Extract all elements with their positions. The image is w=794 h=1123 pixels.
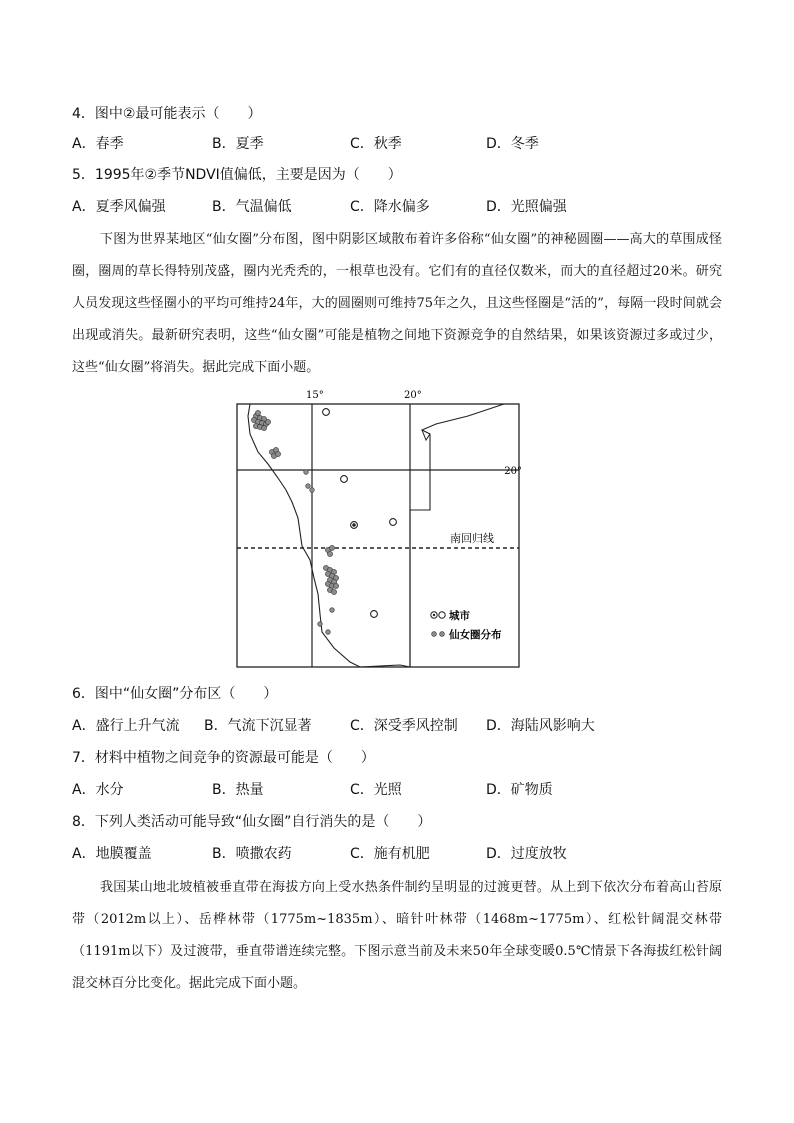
q5-option-c[interactable]: C．降水偏多	[350, 199, 430, 215]
q6-option-b[interactable]: B．气流下沉显著	[204, 718, 312, 734]
q6-option-a[interactable]: A．盛行上升气流	[72, 718, 180, 734]
q7-option-b[interactable]: B．热量	[212, 782, 264, 798]
q5-option-b[interactable]: B．气温偏低	[212, 199, 292, 215]
lon-label-20: 20°	[404, 390, 422, 401]
lon-label-15: 15°	[306, 390, 324, 401]
question-5-stem: 5．1995年②季节NDVI值偏低，主要是因为（ ）	[72, 167, 402, 183]
legend-city-label: 城市	[449, 610, 470, 622]
lat-label-20: 20°	[504, 466, 522, 477]
q7-option-c[interactable]: C．光照	[350, 782, 402, 798]
q4-option-d[interactable]: D．冬季	[486, 136, 539, 152]
passage-2-text: 我国某山地北坡植被垂直带在海拔方向上受水热条件制约呈明显的过渡更替。从上到下依次分布着高山苔原带（2012m以上）、岳桦林带（1775m~1835m）、暗针叶林带（1468m~1775m）、红松针阔混交林带（1191m以下）及过渡带，垂直带谱连续完整。下图示意当前及未来50年全球变暖0.5℃情景下各海拔红松针阔混交林百分比变化。据此完成下面小题。	[72, 880, 722, 991]
passage-vegetation-belts	[72, 872, 722, 1000]
question-4-stem: 4．图中②最可能表示（ ）	[72, 106, 262, 122]
question-6-stem: 6．图中“仙女圈”分布区（ ）	[72, 686, 278, 702]
q6-option-d[interactable]: D．海陆风影响大	[486, 718, 595, 734]
q7-option-a[interactable]: A．水分	[72, 782, 124, 798]
legend-fairy-label: 仙女圈分布	[449, 629, 502, 641]
question-8-stem: 8．下列人类活动可能导致“仙女圈”自行消失的是（ ）	[72, 814, 432, 830]
passage-fairy-circles	[72, 224, 722, 384]
q4-option-a[interactable]: A．春季	[72, 136, 124, 152]
q4-option-c[interactable]: C．秋季	[350, 136, 402, 152]
q5-option-a[interactable]: A．夏季风偏强	[72, 199, 166, 215]
q5-option-d[interactable]: D．光照偏强	[486, 199, 567, 215]
fairy-circle-map	[236, 382, 520, 668]
q4-option-b[interactable]: B．夏季	[212, 136, 264, 152]
q8-option-c[interactable]: C．施有机肥	[350, 846, 430, 862]
q7-option-d[interactable]: D．矿物质	[486, 782, 553, 798]
question-7-stem: 7．材料中植物之间竞争的资源最可能是（ ）	[72, 750, 375, 766]
q6-option-c[interactable]: C．深受季风控制	[350, 718, 458, 734]
q8-option-a[interactable]: A．地膜覆盖	[72, 846, 152, 862]
passage-1-text: 下图为世界某地区“仙女圈”分布图，图中阴影区域散布着许多俗称“仙女圈”的神秘圆圈——高大的草围成怪圈，圈周的草长得特别茂盛，圈内光秃秃的，一根草也没有。它们有的直径仅数米，而大的直径超过20米。研究人员发现这些怪圈小的平均可维持24年，大的圆圈则可维持75年之久，且这些怪圈是“活的”，每隔一段时间就会出现或消失。最新研究表明，这些“仙女圈”可能是植物之间地下资源竞争的自然结果，如果该资源过多或过少，这些“仙女圈”将消失。据此完成下面小题。	[72, 232, 722, 375]
q8-option-b[interactable]: B．喷撒农药	[212, 846, 292, 862]
tropic-label: 南回归线	[450, 532, 494, 545]
q8-option-d[interactable]: D．过度放牧	[486, 846, 567, 862]
